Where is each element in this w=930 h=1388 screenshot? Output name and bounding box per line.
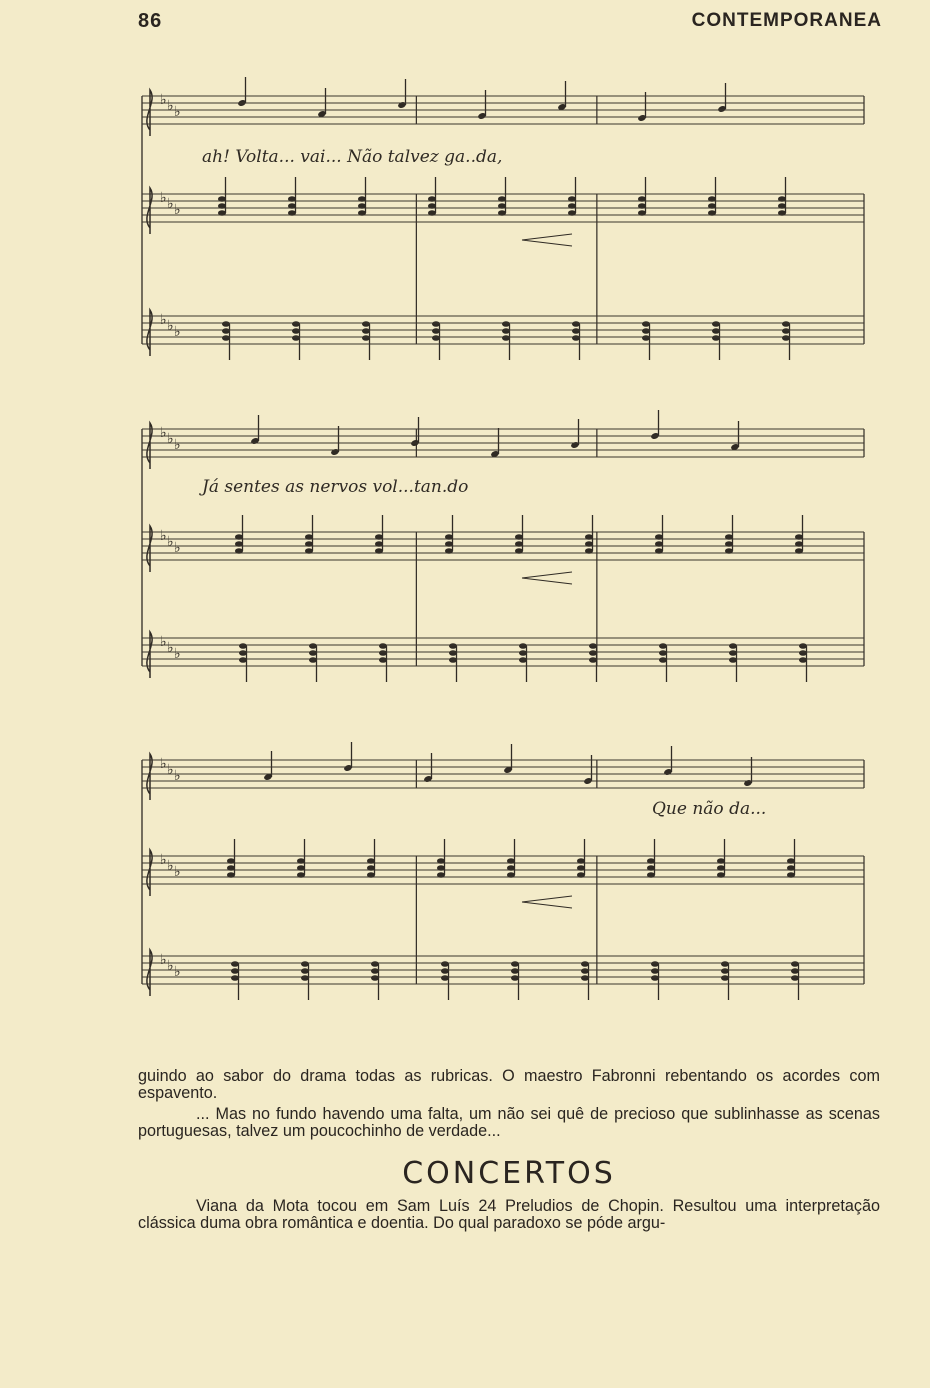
handwritten-music-score [132, 44, 892, 1064]
paragraph-3: Viana da Mota tocou em Sam Luís 24 Preludios de Chopin. Resultou uma interpretação clássica duma obra romântica e doentia. Do qual paradoxo se póde argu- [138, 1197, 880, 1232]
page-header [138, 10, 882, 36]
system-2-voice-staff [142, 429, 864, 457]
svg-text:♭: ♭ [160, 426, 167, 441]
svg-text:♭: ♭ [174, 541, 181, 556]
svg-text:♭: ♭ [167, 197, 174, 212]
svg-text:♭: ♭ [174, 105, 181, 120]
system-3-voice-staff [142, 760, 864, 788]
svg-text:♭: ♭ [167, 641, 174, 656]
system-2-lyric: Já sentes as nervos vol...tan.do [202, 477, 469, 497]
running-title: CONTEMPORANEA [691, 10, 882, 31]
svg-text:♭: ♭ [160, 93, 167, 108]
svg-text:♭: ♭ [167, 319, 174, 334]
svg-text:♭: ♭ [174, 647, 181, 662]
svg-text:♭: ♭ [160, 757, 167, 772]
svg-text:♭: ♭ [167, 859, 174, 874]
svg-text:♭: ♭ [174, 865, 181, 880]
svg-text:♭: ♭ [167, 432, 174, 447]
section-title: CONCERTOS [402, 1156, 616, 1191]
svg-text:♭: ♭ [160, 313, 167, 328]
svg-text:♭: ♭ [160, 635, 167, 650]
svg-text:♭: ♭ [174, 203, 181, 218]
system-3-piano-staff-2 [142, 956, 864, 984]
svg-text:♭: ♭ [167, 763, 174, 778]
svg-text:♭: ♭ [167, 99, 174, 114]
system-1 [142, 77, 864, 360]
svg-text:♭: ♭ [174, 438, 181, 453]
paragraph-2: ... Mas no fundo havendo uma falta, um não sei quê de precioso que sublinhasse as scenas portuguesas, talvez um poucochinho de verdade... [138, 1105, 880, 1140]
page-number: 86 [138, 10, 163, 32]
system-3-piano-staff-1 [142, 856, 864, 884]
svg-text:♭: ♭ [174, 769, 181, 784]
svg-text:♭: ♭ [174, 325, 181, 340]
svg-text:♭: ♭ [160, 953, 167, 968]
score-drawing [132, 44, 892, 1064]
system-2-piano-staff-1 [142, 532, 864, 560]
paragraph-1: guindo ao sabor do drama todas as rubricas. O maestro Fabronni rebentando os acordes com espavento. [138, 1067, 880, 1102]
system-2-piano-staff-2 [142, 638, 864, 666]
svg-text:♭: ♭ [167, 959, 174, 974]
system-3-lyric: Que não da... [652, 799, 767, 819]
system-1-piano-staff-1 [142, 194, 864, 819]
svg-text:♭: ♭ [160, 529, 167, 544]
svg-text:♭: ♭ [160, 191, 167, 206]
svg-text:♭: ♭ [174, 965, 181, 980]
system-1-lyric: ah! Volta... vai... Não talvez ga..da, [202, 147, 503, 167]
svg-text:♭: ♭ [167, 535, 174, 550]
svg-text:♭: ♭ [160, 853, 167, 868]
